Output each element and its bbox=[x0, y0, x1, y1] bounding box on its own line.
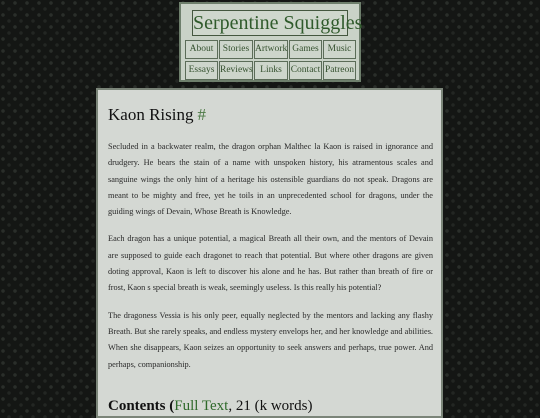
nav-essays[interactable]: Essays bbox=[185, 61, 218, 80]
site-header bbox=[179, 2, 361, 82]
title-anchor-link[interactable]: # bbox=[197, 105, 206, 124]
nav-links[interactable]: Links bbox=[254, 61, 288, 80]
contents-heading bbox=[108, 396, 313, 416]
nav-games[interactable]: Games bbox=[289, 40, 322, 59]
nav-reviews[interactable]: Reviews bbox=[219, 61, 253, 80]
page-title-text: Kaon Rising bbox=[108, 105, 194, 124]
nav-about[interactable]: About bbox=[185, 40, 218, 59]
site-title[interactable]: Serpentine Squiggles bbox=[193, 12, 363, 34]
nav-contact[interactable]: Contact bbox=[289, 61, 322, 80]
contents-label: Contents ( bbox=[108, 398, 175, 414]
nav-stories[interactable]: Stories bbox=[219, 40, 253, 59]
main-nav bbox=[185, 40, 356, 80]
nav-artwork[interactable]: Artwork bbox=[254, 40, 288, 59]
nav-music[interactable]: Music bbox=[323, 40, 356, 59]
synopsis-paragraph-2: Each dragon has a unique potential, a magical Breath all their own, and the mentors of Devain are supposed to guide each dragonet to reach that potential. But where other dragons are given doting approval, Kaon is left to discover his alone and he has. But rather than breath of fire or frost, Kaon s special breath is weak, seemingly useless. Is this really his potential? bbox=[108, 234, 433, 293]
word-count: , 21 (k words) bbox=[228, 398, 313, 414]
page-title bbox=[108, 104, 206, 126]
story-card bbox=[96, 88, 443, 418]
synopsis-paragraph-3: The dragoness Vessia is his only peer, equally neglected by the mentors and lacking any flashy Breath. But she rarely speaks, and endless mystery envelops her, and her knowledge and abilities. When she disappears, Kaon seizes an opportunity to seek answers and perhaps, true power. And perhaps, companionship. bbox=[108, 310, 433, 369]
synopsis-paragraph-1: Secluded in a backwater realm, the dragon orphan Malthec la Kaon is raised in ignorance and drudgery. He bears the stain of a name with unspoken history, his atramentous scales and sanguine wings the only hint of a heritage his ostensible guardians do not speak. Dragons are meant to be mighty and free, yet he toils in an unprecedented school for dragons, under the guiding wings of Devain, Whose Breath is Knowledge. bbox=[108, 142, 433, 217]
nav-patreon[interactable]: Patreon bbox=[323, 61, 356, 80]
story-synopsis bbox=[108, 139, 433, 384]
full-text-link[interactable]: Full Text bbox=[174, 398, 229, 414]
